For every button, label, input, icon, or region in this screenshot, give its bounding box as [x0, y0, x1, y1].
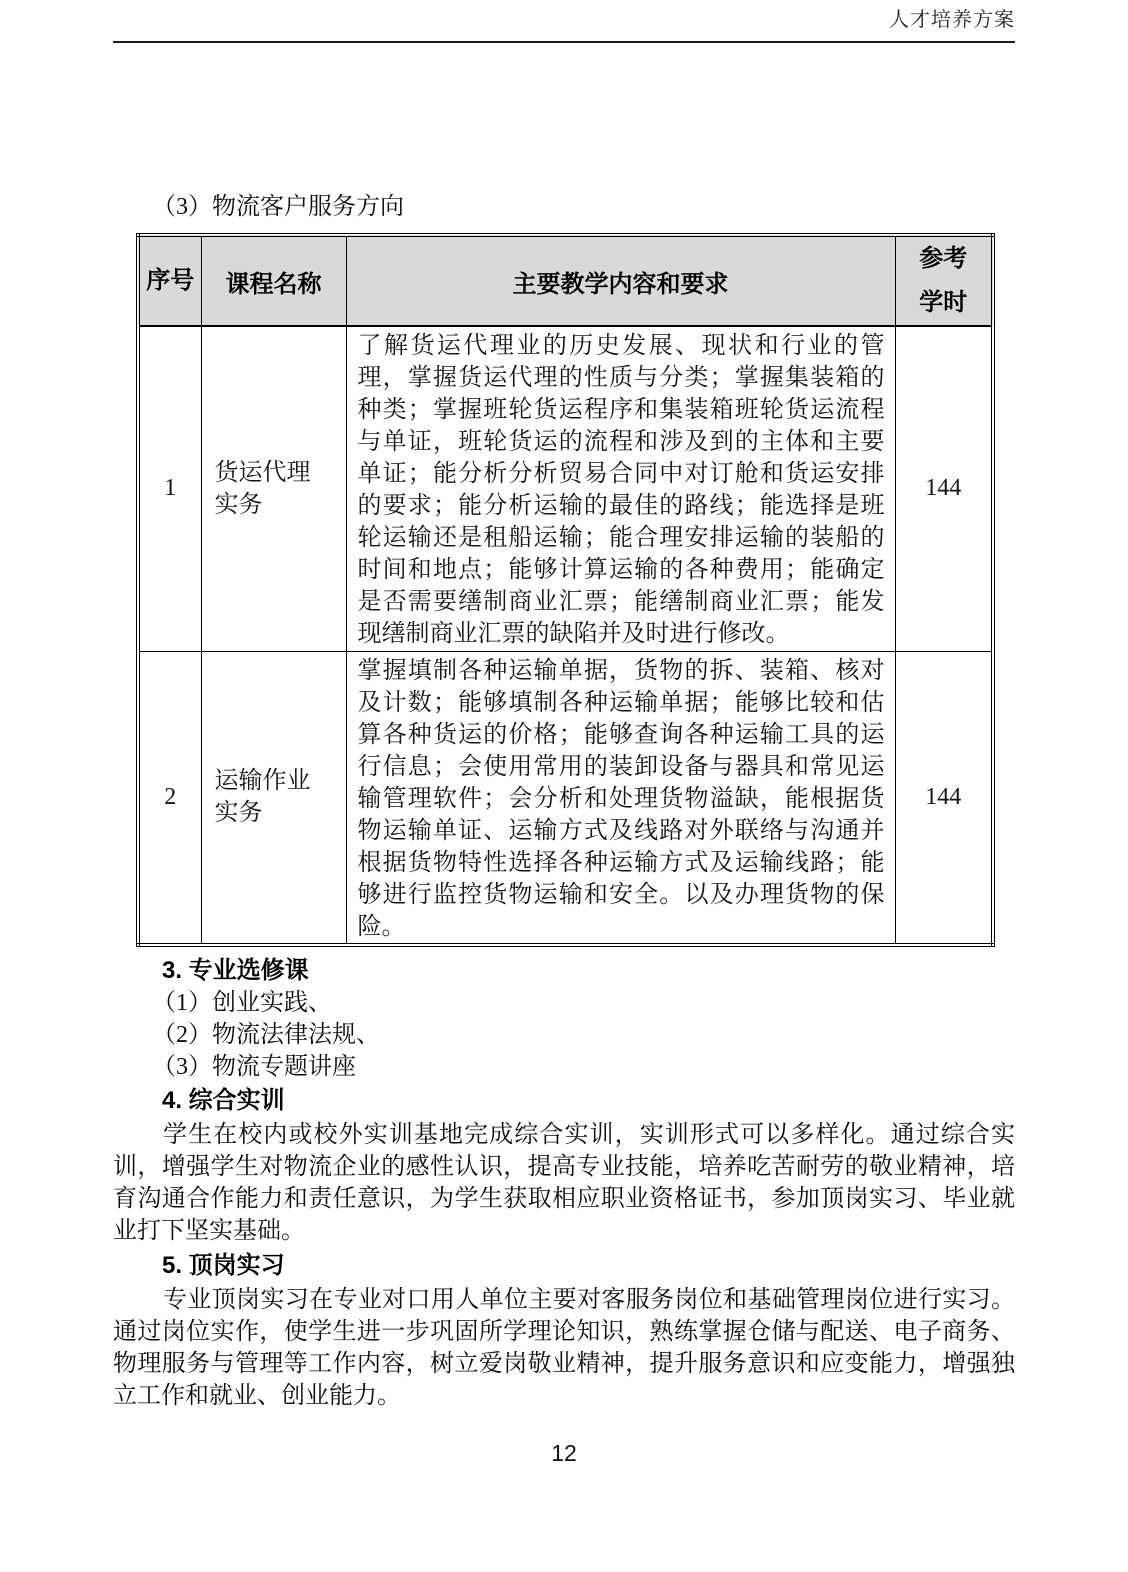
elective-item: （2）物流法律法规、	[152, 1021, 380, 1048]
page-header	[113, 3, 1015, 32]
elective-item: （1）创业实践、	[152, 989, 332, 1016]
page-number: 12	[551, 1440, 577, 1466]
cell-course: 运输作业实务	[201, 651, 346, 945]
section-title: （3）物流客户服务方向	[152, 194, 404, 220]
section-5-paragraph: 专业顶岗实习在专业对口用人单位主要对客服务岗位和基础管理岗位进行实习。通过岗位实作，使学生进一步巩固所学理论知识，熟练掌握仓储与配送、电子商务、物理服务与管理等工作内容，树立爱岗敬业精神，提升服务意识和应变能力，增强独立工作和就业、创业能力。	[113, 1286, 1015, 1409]
header-cell-content: 主要教学内容和要求	[346, 235, 895, 326]
section-3-heading: 3. 专业选修课	[162, 956, 309, 984]
course-table	[136, 233, 995, 947]
cell-content: 了解货运代理业的历史发展、现状和行业的管理，掌握货运代理的性质与分类；掌握集装箱的种类；掌握班轮货运程序和集装箱班轮货运流程与单证，班轮货运的流程和涉及到的主体和主要单证；能分析分析贸易合同中对订舱和货运安排的要求；能分析运输的最佳的路线；能选择是班轮运输还是租船运输；能合理安排运输的装船的时间和地点；能够计算运输的各种费用；能确定是否需要缮制商业汇票；能缮制商业汇票；能发现缮制商业汇票的缺陷并及时进行修改。	[346, 326, 895, 651]
cell-no: 2	[138, 651, 201, 945]
header-cell-hours-label: 参考学时	[919, 245, 968, 316]
cell-hours: 144	[895, 326, 993, 651]
table-header-row	[138, 235, 993, 326]
section-4-paragraph: 学生在校内或校外实训基地完成综合实训，实训形式可以多样化。通过综合实训，增强学生对物流企业的感性认识，提高专业技能，培养吃苦耐劳的敬业精神，培育沟通合作能力和责任意识，为学生获取相应职业资格证书，参加顶岗实习、毕业就业打下坚实基础。	[113, 1121, 1015, 1244]
header-cell-course: 课程名称	[201, 235, 346, 326]
page-header-title: 人才培养方案	[889, 9, 1015, 31]
section-5-heading: 5. 顶岗实习	[162, 1251, 285, 1279]
header-cell-no-label: 序号	[146, 267, 195, 294]
header-cell-no	[138, 235, 201, 326]
elective-item: （3）物流专题讲座	[152, 1053, 356, 1080]
header-cell-hours	[895, 235, 993, 326]
table-row	[138, 326, 993, 651]
cell-content: 掌握填制各种运输单据，货物的拆、装箱、核对及计数；能够填制各种运输单据；能够比较和估算各种货运的价格；能够查询各种运输工具的运行信息；会使用常用的装卸设备与器具和常见运输管理软件；会分析和处理货物溢缺，能根据货物运输单证、运输方式及线路对外联络与沟通并根据货物特性选择各种运输方式及运输线路；能够进行监控货物运输和安全。以及办理货物的保险。	[346, 651, 895, 945]
cell-course: 货运代理实务	[201, 326, 346, 651]
cell-hours: 144	[895, 651, 993, 945]
cell-no: 1	[138, 326, 201, 651]
table-row	[138, 651, 993, 945]
section-4-heading: 4. 综合实训	[162, 1086, 285, 1114]
content-area	[113, 190, 1015, 1412]
header-rule	[113, 41, 1015, 43]
